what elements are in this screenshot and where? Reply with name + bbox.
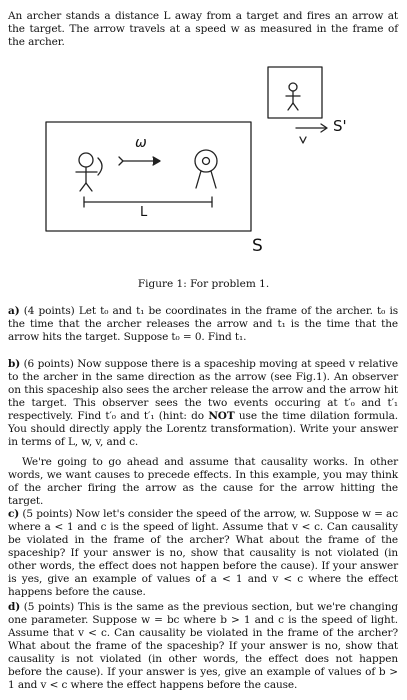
spaceship-observer-figure [286, 83, 300, 110]
part-a-label: a) [8, 305, 20, 317]
label-w: ω [135, 135, 147, 151]
causality-text: We're going to go ahead and assume that causality works. In other words, we want causes to precede effects. In this example, you may think of the archer firing the arrow as the cause for the arrow hitting the target. [8, 456, 398, 507]
spaceship-velocity-arrow [296, 124, 327, 143]
frame-s-box [46, 122, 251, 231]
part-a-text: Let t₀ and t₁ be coordinates in the frame of the archer. t₀ is the time that the archer releases the arrow and t₁ is the time that the arrow hits the target. Suppose t₀ = 0. Find t₁. [8, 305, 398, 343]
part-c-label: c) [8, 508, 20, 520]
part-b-text-2: use the time dilation formula. You should directly apply the Lorentz transformation). Write your answer in terms of L, w, v, and c. [8, 410, 398, 448]
part-b [8, 358, 398, 449]
part-d [8, 601, 398, 692]
part-a-points: (4 points) [23, 305, 75, 317]
part-d-text: This is the same as the previous section, but we're changing one parameter. Suppose w = bc where b > 1 and c is the speed of light. Assume that v < c. Can causality be violated in the frame of the archer? What about the frame of the spaceship? If your answer is no, show that causality is not violated (in other words, the effect does not happen before the cause). If your answer is yes, give an example of values of b > 1 and v < c where the effect happens before the cause. [8, 601, 398, 691]
target-figure [195, 150, 217, 188]
label-L: L [140, 205, 148, 220]
part-a [8, 305, 398, 344]
arrow-figure [119, 157, 160, 165]
part-b-label: b) [8, 358, 21, 370]
part-b-bold: NOT [208, 410, 235, 422]
figure-1 [0, 0, 407, 275]
part-c-text: Now let's consider the speed of the arrow, w. Suppose w = ac where a < 1 and c is the speed of light. Assume that v < c. Can causality be violated in the frame of the archer? What about the frame of the spaceship? If your answer is no, show that causality is not violated (in other words, the effect does not happen before the cause). If your answer is yes, give an example of values of a < 1 and v < c where the effect happens before the cause. [8, 508, 398, 598]
distance-line [84, 197, 212, 207]
part-c-points: (5 points) [22, 508, 73, 520]
part-b-points: (6 points) [23, 358, 74, 370]
part-c [8, 508, 398, 599]
label-S: S [252, 236, 263, 256]
part-b-text-1: Now suppose there is a spaceship moving at speed v relative to the archer in the same direction as the arrow (see Fig.1). An observer on this spaceship also sees the archer release the arrow and the arrow hit the target. This observer sees the two events occuring at t′₀ and t′₁ respectively. Find t′₀ and t′₁ (hint: do [8, 358, 399, 422]
part-d-label: d) [8, 601, 21, 613]
archer-figure [76, 153, 102, 191]
intro-text: An archer stands a distance L away from a target and fires an arrow at the target. The arrow travels at a speed w as measured in the frame of the archer. [8, 10, 398, 48]
figure-caption: Figure 1: For problem 1. [137, 278, 270, 290]
part-d-points: (5 points) [23, 601, 75, 613]
causality-paragraph [8, 456, 398, 508]
frame-s-prime-box [268, 67, 322, 118]
label-S-prime: S' [333, 117, 347, 135]
